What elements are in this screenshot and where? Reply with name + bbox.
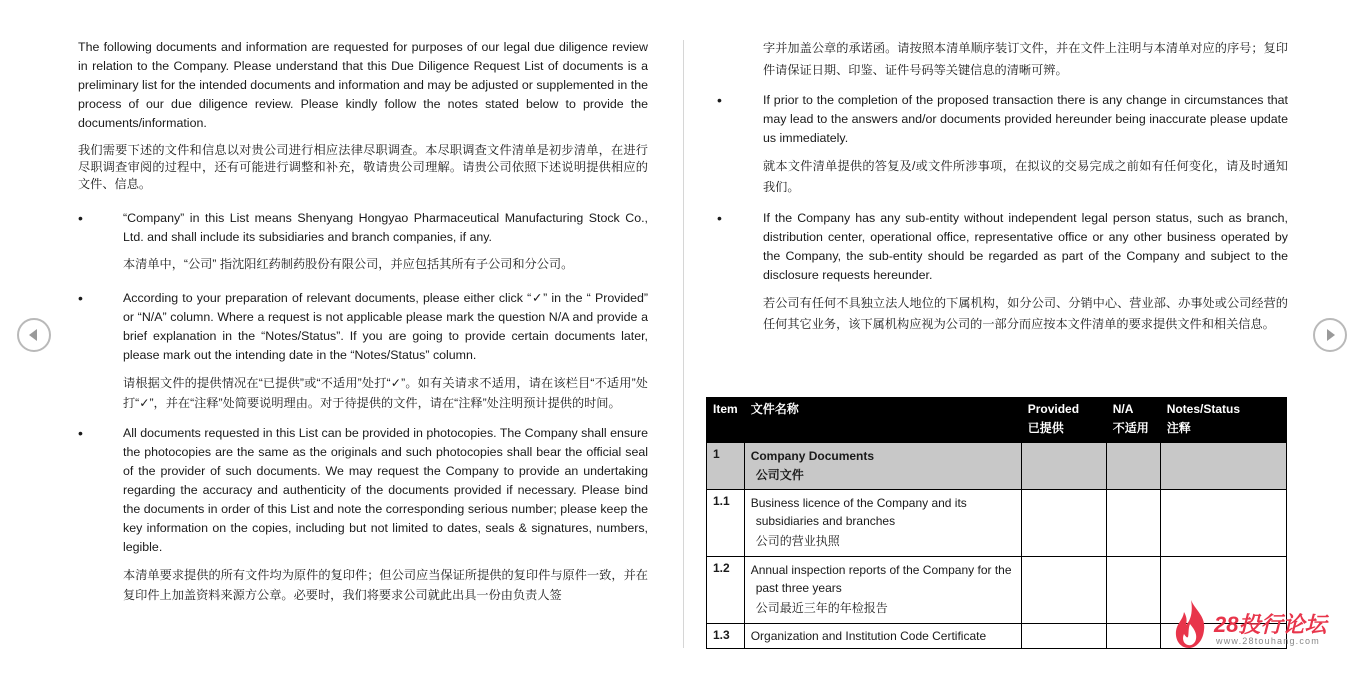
header-na-en: N/A	[1112, 402, 1134, 416]
row-item-number: 1.3	[707, 624, 745, 649]
row-item-number: 1.2	[707, 557, 745, 624]
list-item	[78, 289, 648, 414]
chevron-right-circle-icon	[1323, 328, 1337, 342]
intro-english: The following documents and information are requested for purposes of our legal due diligence review in relation to the Company. Please understand that this Due Diligence Request List of documents is a preliminary list for the intended documents and information and may be adjusted or supplemented in the process of our due diligence review. Please kindly follow the notes stated below to provide the documents/information.	[78, 40, 648, 130]
bullet-english: According to your preparation of relevant documents, please either click “✓” in the “ Provided” or “N/A” column. Where a request is not applicable please mark the question N/A and provide a brief explanation in the “Notes/Status”. If you are going to provide certain documents later, please mark out the intending date in the “Notes/Status” column.	[123, 290, 648, 362]
right-page	[706, 40, 1288, 334]
row-document-name	[744, 557, 1021, 624]
continuation-chinese: 字并加盖公章的承诺函。请按照本清单顺序装订文件，并在文件上注明与本清单对应的序号；复印件请保证日期、印鉴、证件号码等关键信息的清晰可辨。	[763, 41, 1288, 77]
intro-chinese: 我们需要下述的文件和信息以对贵公司进行相应法律尽职调查。本尽职调查文件清单是初步清单，在进行尽职调查审阅的过程中，还有可能进行调整和补充，敬请贵公司理解。请贵公司依照下述说明提供相应的文件、信息。	[78, 143, 648, 192]
provided-cell[interactable]	[1021, 557, 1106, 624]
row-document-name	[744, 490, 1021, 557]
row-name-zh: 公司最近三年的年检报告	[755, 601, 888, 615]
header-name-label: 文件名称	[750, 402, 799, 416]
list-item	[706, 91, 1288, 197]
provided-cell[interactable]	[1021, 490, 1106, 557]
header-name	[744, 398, 1021, 443]
left-page	[78, 38, 648, 606]
row-document-name	[744, 624, 1021, 649]
list-item	[706, 209, 1288, 334]
row-name-zh: 公司的营业执照	[755, 534, 840, 548]
chevron-left-circle-icon	[27, 328, 41, 342]
list-item	[78, 209, 648, 273]
bullet-icon: •	[717, 92, 722, 108]
table-header-row	[707, 398, 1287, 443]
na-cell[interactable]	[1106, 490, 1160, 557]
bullet-english: All documents requested in this List can be provided in photocopies. The Company shall ensure the photocopies are the same as the originals and such photocopies shall bear the official seal of the provider of such documents. We may request the Company to provide an undertaking regarding the accuracy and authenticity of the documents provided if necessary. Please bind the documents in order of this List and note the corresponding serious number; please keep the key information on the copies, including but not limited to dates, seals & signatures, numbers, legible.	[123, 425, 648, 554]
header-item-label: Item	[713, 402, 738, 416]
bullet-english: “Company” in this List means Shenyang Hongyao Pharmaceutical Manufacturing Stock Co., Ltd. and shall include its subsidiaries and branch companies, if any.	[123, 210, 648, 244]
list-item	[78, 424, 648, 606]
notes-cell[interactable]	[1160, 490, 1286, 557]
row-item-number: 1.1	[707, 490, 745, 557]
bullet-english: If prior to the completion of the proposed transaction there is any change in circumstances that may lead to the answers and/or documents provided hereunder being inaccurate please update us immediately.	[763, 93, 1288, 145]
header-notes-zh: 注释	[1166, 421, 1191, 435]
table-row	[707, 443, 1287, 490]
notes-cell[interactable]	[1160, 443, 1286, 490]
bullet-chinese: 本清单中，“公司” 指沈阳红药制药股份有限公司，并应包括其所有子公司和分公司。	[123, 256, 574, 271]
header-provided-zh: 已提供	[1027, 421, 1064, 435]
bullet-chinese: 就本文件清单提供的答复及/或文件所涉事项，在拟议的交易完成之前如有任何变化，请及时通知我们。	[763, 159, 1288, 194]
header-provided-en: Provided	[1027, 402, 1080, 416]
na-cell[interactable]	[1106, 557, 1160, 624]
bullet-chinese: 若公司有任何不具独立法人地位的下属机构，如分公司、分销中心、营业部、办事处或公司经营的任何其它业务，该下属机构应视为公司的一部分而应按本文件清单的要求提供文件和相关信息。	[763, 296, 1288, 331]
row-name-en: Business licence of the Company and its	[750, 496, 967, 510]
next-page-button[interactable]	[1313, 318, 1347, 352]
bullet-icon: •	[78, 289, 83, 306]
bullet-chinese: 本清单要求提供的所有文件均为原件的复印件；但公司应当保证所提供的复印件与原件一致，并在复印件上加盖资料来源方公章。必要时，我们将要求公司就此出具一份由负责人签	[123, 567, 648, 603]
header-notes-en: Notes/Status	[1166, 402, 1241, 416]
provided-cell[interactable]	[1021, 624, 1106, 649]
header-item	[707, 398, 745, 443]
bullet-icon: •	[78, 209, 83, 226]
watermark-text: 28投行论坛	[1214, 612, 1327, 637]
flame-logo-icon	[1172, 598, 1210, 650]
forum-watermark	[1172, 598, 1342, 652]
page-divider	[683, 40, 684, 648]
row-name-en: Organization and Institution Code Certificate	[750, 629, 987, 643]
row-name-en: Company Documents	[750, 449, 875, 463]
row-name-en-cont: past three years	[755, 581, 842, 595]
row-name-zh: 公司文件	[755, 468, 804, 482]
row-name-en-cont: subsidiaries and branches	[755, 514, 896, 528]
header-na	[1106, 398, 1160, 443]
header-provided	[1021, 398, 1106, 443]
bullet-chinese: 请根据文件的提供情况在“已提供”或“不适用”处打“✓”。如有关请求不适用，请在该栏目“不适用”处打“✓”，并在“注释”处简要说明理由。对于待提供的文件，请在“注释”处注明预计提供的时间。	[123, 375, 648, 411]
table-row	[707, 490, 1287, 557]
header-notes	[1160, 398, 1286, 443]
bullet-english: If the Company has any sub-entity without independent legal person status, such as branch, distribution center, operational office, representative office or any other business operated by the Company, the sub-entity should be regarded as part of the Company and subject to the disclosure requests hereunder.	[763, 211, 1288, 282]
row-name-en: Annual inspection reports of the Company for the	[750, 563, 1012, 577]
row-document-name	[744, 443, 1021, 490]
row-item-number: 1	[707, 443, 745, 490]
prev-page-button[interactable]	[17, 318, 51, 352]
bullet-icon: •	[78, 424, 83, 441]
bullet-icon: •	[717, 210, 722, 226]
na-cell[interactable]	[1106, 624, 1160, 649]
watermark-url: www.28touhang.com	[1216, 636, 1320, 646]
na-cell[interactable]	[1106, 443, 1160, 490]
provided-cell[interactable]	[1021, 443, 1106, 490]
header-na-zh: 不适用	[1112, 421, 1149, 435]
